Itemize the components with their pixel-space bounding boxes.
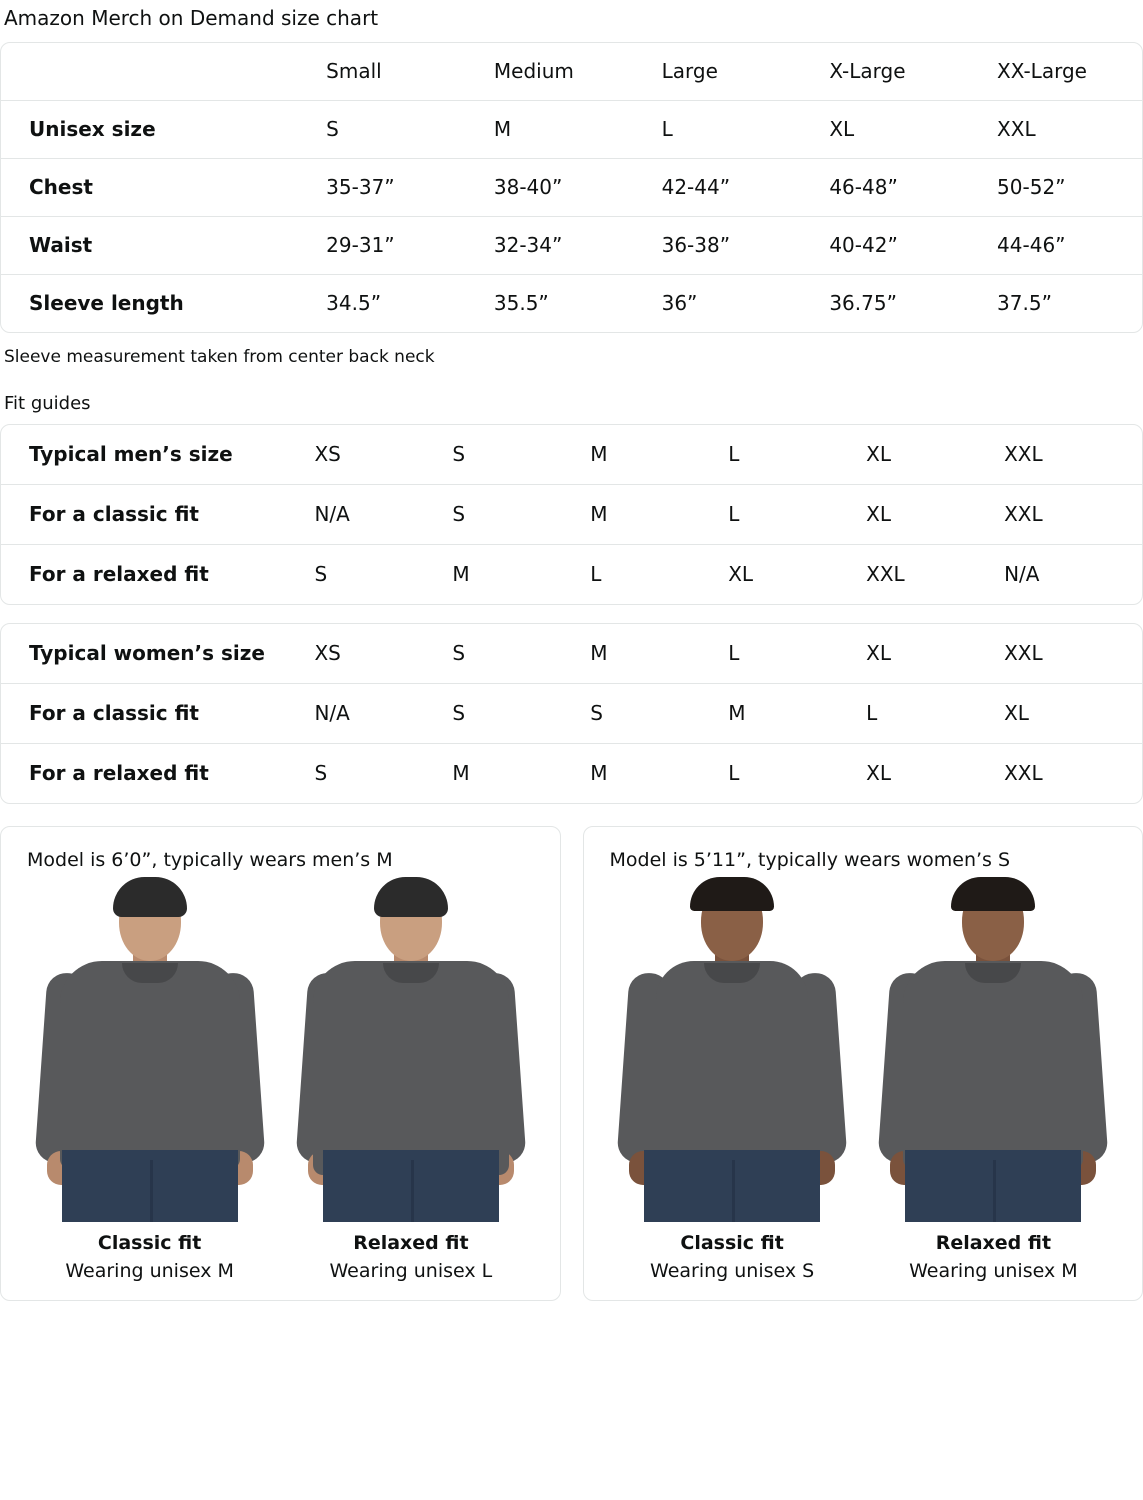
cell: 36” — [662, 275, 830, 333]
womens-fit-table-card — [0, 623, 1143, 804]
table-spacer — [0, 605, 1143, 623]
cell: XL — [866, 641, 891, 665]
sleeve-note: Sleeve measurement taken from center back neck — [4, 347, 435, 367]
table-row — [1, 159, 1142, 217]
size-table-card — [0, 42, 1143, 333]
cell: XL — [728, 545, 866, 605]
row-label-mens-classic-fit: For a classic fit — [1, 485, 314, 545]
column-header-medium: Medium — [493, 59, 574, 83]
model-cards-row — [0, 826, 1143, 1301]
model-figure-pair — [602, 877, 1125, 1282]
cell: XXL — [1004, 485, 1142, 545]
row-label-womens-relaxed-fit: For a relaxed fit — [1, 744, 314, 804]
model-card-womens — [583, 826, 1143, 1301]
jeans — [323, 1150, 499, 1222]
female-model-classic-illustration — [617, 877, 847, 1222]
cell: XL — [866, 744, 1004, 804]
fit-guides-label: Fit guides — [4, 393, 91, 414]
cell: XL — [1004, 684, 1142, 744]
cell: 38-40” — [494, 159, 662, 217]
row-label-typical-womens-size: Typical women’s size — [29, 641, 265, 665]
fit-name: Relaxed fit — [353, 1232, 469, 1254]
cell: S — [314, 744, 452, 804]
cell: M — [590, 744, 728, 804]
column-header-xxlarge: XX-Large — [997, 59, 1087, 83]
mens-fit-table — [1, 425, 1142, 604]
cell: L — [728, 744, 866, 804]
page-title: Amazon Merch on Demand size chart — [4, 6, 379, 30]
row-label-waist: Waist — [1, 217, 326, 275]
model-figure-relaxed — [863, 877, 1124, 1282]
cell: N/A — [314, 485, 452, 545]
cell: 29-31” — [326, 217, 494, 275]
cell: XXL — [1004, 641, 1043, 665]
cell: L — [728, 641, 740, 665]
cell: M — [590, 485, 728, 545]
female-model-relaxed-illustration — [878, 877, 1108, 1222]
shirt-body — [313, 961, 509, 1175]
model-figure-classic — [19, 877, 280, 1282]
shirt-body — [903, 961, 1083, 1169]
fit-wearing: Wearing unisex M — [909, 1260, 1078, 1282]
cell: S — [452, 641, 466, 665]
jeans — [62, 1150, 238, 1222]
cell: 34.5” — [326, 275, 494, 333]
table-row — [1, 101, 1142, 159]
cell: M — [590, 641, 608, 665]
cell: L — [866, 684, 1004, 744]
cell: L — [662, 101, 830, 159]
hair — [113, 877, 187, 917]
cell: 32-34” — [494, 217, 662, 275]
womens-fit-table — [1, 624, 1142, 803]
cell: S — [452, 442, 466, 466]
cell: L — [728, 442, 740, 466]
model-figure-relaxed — [280, 877, 541, 1282]
shirt-body — [656, 961, 808, 1167]
model-card-caption: Model is 6’0”, typically wears men’s M — [27, 849, 393, 871]
cell: M — [494, 101, 662, 159]
column-header-small: Small — [326, 59, 382, 83]
cell: 40-42” — [829, 217, 997, 275]
cell: S — [452, 485, 590, 545]
cell: M — [728, 684, 866, 744]
row-label-sleeve-length: Sleeve length — [1, 275, 326, 333]
jeans — [905, 1150, 1081, 1222]
column-header-large: Large — [661, 59, 718, 83]
cell: L — [728, 485, 866, 545]
cell: S — [590, 684, 728, 744]
model-card-caption: Model is 5’11”, typically wears women’s S — [609, 849, 1011, 871]
cell: XXL — [1004, 442, 1043, 466]
jeans — [644, 1150, 820, 1222]
table-row — [1, 485, 1142, 545]
row-label-typical-mens-size: Typical men’s size — [29, 442, 233, 466]
cell: 37.5” — [997, 275, 1142, 333]
table-row — [1, 684, 1142, 744]
cell: 35.5” — [494, 275, 662, 333]
cell: XL — [866, 442, 891, 466]
hair — [951, 877, 1035, 911]
size-table — [1, 43, 1142, 332]
cell: 36.75” — [829, 275, 997, 333]
cell: 50-52” — [997, 159, 1142, 217]
fit-name: Classic fit — [97, 1232, 202, 1254]
cell: S — [452, 684, 590, 744]
fit-wearing: Wearing unisex M — [65, 1260, 234, 1282]
row-label-mens-relaxed-fit: For a relaxed fit — [1, 545, 314, 605]
row-label-chest: Chest — [1, 159, 326, 217]
table-row — [1, 217, 1142, 275]
column-header-xlarge: X-Large — [829, 59, 906, 83]
table-row — [1, 744, 1142, 804]
male-model-relaxed-illustration — [296, 877, 526, 1222]
hair — [690, 877, 774, 911]
mens-fit-table-card — [0, 424, 1143, 605]
cell: XXL — [997, 101, 1142, 159]
model-card-mens — [0, 826, 561, 1301]
cell: XXL — [1004, 744, 1142, 804]
cell: M — [452, 545, 590, 605]
table-row — [1, 545, 1142, 605]
table-row — [1, 624, 1142, 684]
hair — [374, 877, 448, 917]
cell: 42-44” — [662, 159, 830, 217]
cell: M — [452, 744, 590, 804]
shirt-body — [60, 961, 240, 1169]
cell: L — [590, 545, 728, 605]
table-row — [1, 275, 1142, 333]
table-header-row — [1, 43, 1142, 101]
cell: XXL — [866, 545, 1004, 605]
fit-name: Classic fit — [680, 1232, 784, 1254]
cell: 44-46” — [997, 217, 1142, 275]
cell: 46-48” — [829, 159, 997, 217]
cell: N/A — [1004, 545, 1142, 605]
table-row — [1, 425, 1142, 485]
male-model-classic-illustration — [35, 877, 265, 1222]
row-label-womens-classic-fit: For a classic fit — [1, 684, 314, 744]
cell: XS — [314, 442, 341, 466]
cell: 36-38” — [662, 217, 830, 275]
model-figure-pair — [19, 877, 542, 1282]
cell: XL — [866, 485, 1004, 545]
cell: S — [314, 545, 452, 605]
cell: N/A — [314, 684, 452, 744]
column-header-blank — [1, 43, 326, 101]
fit-wearing: Wearing unisex L — [329, 1260, 493, 1282]
row-label-unisex-size: Unisex size — [1, 101, 326, 159]
cell: XS — [314, 641, 341, 665]
cell: 35-37” — [326, 159, 494, 217]
model-figure-classic — [602, 877, 863, 1282]
fit-name: Relaxed fit — [935, 1232, 1052, 1254]
cell: S — [326, 101, 494, 159]
cell: XL — [829, 101, 997, 159]
fit-wearing: Wearing unisex S — [650, 1260, 815, 1282]
cell: M — [590, 442, 608, 466]
